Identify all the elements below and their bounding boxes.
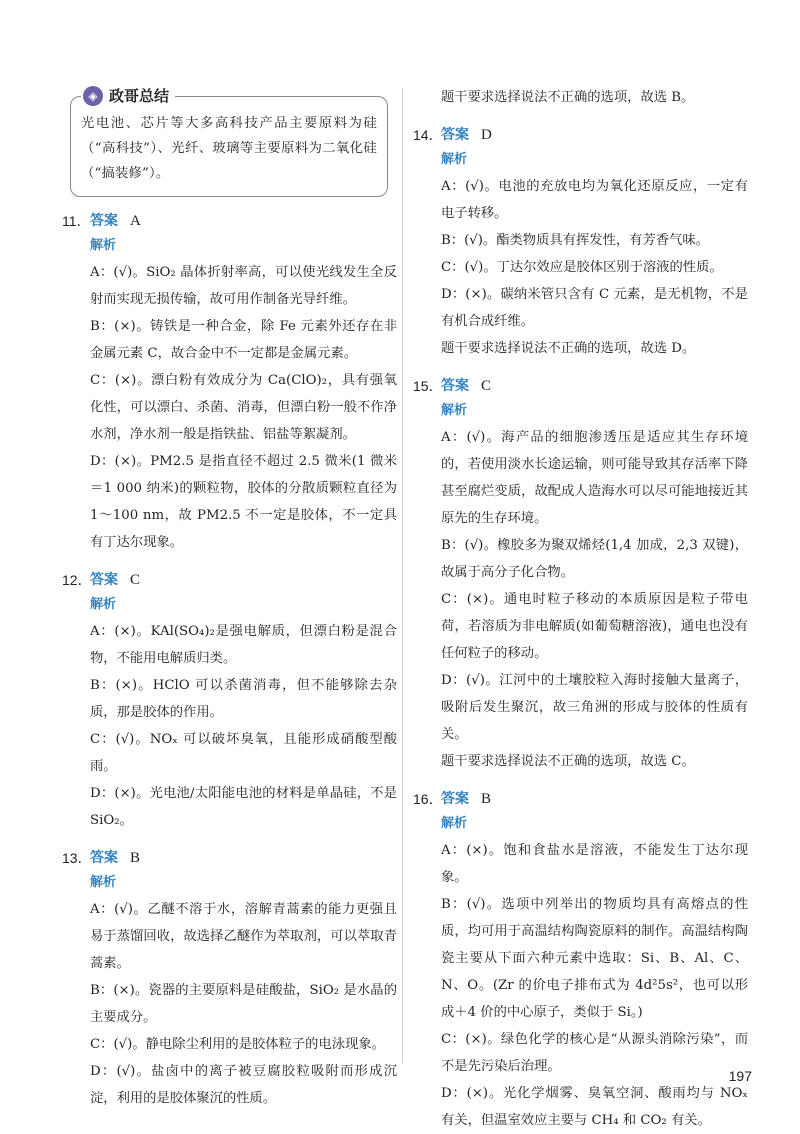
right-column bbox=[413, 84, 748, 1134]
analysis-item: B：(×)。瓷器的主要原料是硅酸盐，SiO₂ 是水晶的主要成分。 bbox=[90, 983, 397, 1025]
carryover-conclusion: 题干要求选择说法不正确的选项，故选 B。 bbox=[441, 90, 695, 105]
analysis-item: A：(√)。电池的充放电均为氧化还原反应，一定有电子转移。 bbox=[441, 179, 748, 221]
question-conclusion: 题干要求选择说法不正确的选项，故选 D。 bbox=[441, 341, 696, 356]
question bbox=[62, 209, 397, 556]
analysis-item: B：(×)。铸铁是一种合金，除 Fe 元素外还存在非金属元素 C，故合金中不一定都是金属元素。 bbox=[90, 319, 397, 361]
question bbox=[413, 374, 748, 775]
question-conclusion: 题干要求选择说法不正确的选项，故选 C。 bbox=[441, 754, 695, 769]
analysis-item: A：(√)。SiO₂ 晶体折射率高，可以使光线发生全反射而实现无损传输，故可用作制备光导纤维。 bbox=[90, 265, 397, 307]
left-question-list bbox=[62, 209, 397, 1112]
summary-badge-icon: ◈ bbox=[83, 86, 103, 106]
analysis-item: D：(×)。PM2.5 是指直径不超过 2.5 微米(1 微米＝1 000 纳米)的颗粒物，胶体的分散质颗粒直径为 1～100 nm，故 PM2.5 不一定是胶体，不一定具有丁达尔现象。 bbox=[90, 454, 397, 550]
question-number: 14． bbox=[413, 127, 443, 143]
answer-letter: C bbox=[481, 378, 492, 394]
analysis-label: 解析 bbox=[90, 238, 117, 253]
question-header bbox=[62, 568, 397, 592]
analysis-item: D：(×)。碳纳米管只含有 C 元素，是无机物，不是有机合成纤维。 bbox=[441, 287, 748, 329]
left-column bbox=[62, 84, 397, 1112]
analysis-item: C：(√)。丁达尔效应是胶体区别于溶液的性质。 bbox=[441, 260, 723, 275]
question-header bbox=[413, 123, 748, 147]
question-number: 13． bbox=[62, 850, 92, 866]
analysis-item: B：(√)。选项中列举出的物质均具有高熔点的性质，均可用于高温结构陶瓷原料的制作。高温结构陶瓷主要从下面六种元素中选取：Si、B、Al、C、N、O。(Zr 的价电子排布式为 4d²5s²，也可以形成＋4 价的中心原子，类似于 Si。) bbox=[441, 897, 748, 1020]
analysis-item: A：(√)。海产品的细胞渗透压是适应其生存环境的，若使用淡水长途运输，则可能导致其存活率下降甚至腐烂变质，故配成人造海水可以尽可能地接近其原先的生存环境。 bbox=[441, 430, 748, 526]
analysis-item: C：(×)。通电时粒子移动的本质原因是粒子带电荷，若溶质为非电解质(如葡萄糖溶液)，通电也没有任何粒子的移动。 bbox=[441, 592, 748, 661]
answer-label: 答案 bbox=[90, 213, 118, 229]
analysis-item: A：(×)。KAl(SO₄)₂是强电解质，但漂白粉是混合物，不能用电解质归类。 bbox=[90, 624, 397, 666]
analysis-item: D：(×)。光电池/太阳能电池的材料是单晶硅，不是 SiO₂。 bbox=[90, 786, 397, 828]
analysis-item: A：(√)。乙醚不溶于水，溶解青蒿素的能力更强且易于蒸馏回收，故选择乙醚作为萃取剂，可以萃取青蒿素。 bbox=[90, 902, 397, 971]
question bbox=[413, 787, 748, 1134]
question-header bbox=[62, 846, 397, 870]
analysis-item: C：(√)。NOₓ 可以破坏臭氧，且能形成硝酸型酸雨。 bbox=[90, 732, 397, 774]
answer-label: 答案 bbox=[90, 850, 118, 866]
question bbox=[413, 123, 748, 362]
answer-label: 答案 bbox=[90, 572, 118, 588]
analysis-item: B：(√)。酯类物质具有挥发性，有芳香气味。 bbox=[441, 233, 709, 248]
summary-title: 政哥总结 bbox=[109, 87, 170, 105]
analysis-label: 解析 bbox=[90, 875, 117, 890]
analysis-label: 解析 bbox=[441, 152, 468, 167]
answer-letter: B bbox=[481, 791, 492, 807]
analysis-label: 解析 bbox=[90, 597, 117, 612]
question bbox=[62, 568, 397, 834]
answer-letter: C bbox=[130, 572, 141, 588]
answer-letter: B bbox=[130, 850, 141, 866]
analysis-item: C：(√)。静电除尘利用的是胶体粒子的电泳现象。 bbox=[90, 1037, 385, 1052]
analysis-label: 解析 bbox=[441, 816, 468, 831]
question-header bbox=[413, 787, 748, 811]
analysis-item: C：(×)。绿色化学的核心是“从源头消除污染”，而不是先污染后治理。 bbox=[441, 1032, 748, 1074]
analysis-label: 解析 bbox=[441, 403, 468, 418]
analysis-item: D：(√)。盐卤中的离子被豆腐胶粒吸附而形成沉淀，利用的是胶体聚沉的性质。 bbox=[90, 1064, 397, 1106]
analysis-item: B：(×)。HClO 可以杀菌消毒，但不能够除去杂质，那是胶体的作用。 bbox=[90, 678, 397, 720]
analysis-item: A：(×)。饱和食盐水是溶液，不能发生丁达尔现象。 bbox=[441, 843, 748, 885]
column-divider bbox=[402, 88, 403, 1063]
analysis-item: B：(√)。橡胶多为聚双烯烃(1,4 加成，2,3 双键)，故属于高分子化合物。 bbox=[441, 538, 748, 580]
question bbox=[62, 846, 397, 1112]
analysis-item: D：(×)。光化学烟雾、臭氧空洞、酸雨均与 NOₓ 有关，但温室效应主要与 CH₄ 和 CO₂ 有关。 bbox=[441, 1086, 748, 1128]
analysis-item: D：(√)。江河中的土壤胶粒入海时接触大量离子，吸附后发生聚沉，故三角洲的形成与胶体的性质有关。 bbox=[441, 673, 748, 742]
answer-letter: A bbox=[130, 213, 141, 229]
question-header bbox=[413, 374, 748, 398]
question-number: 15． bbox=[413, 378, 443, 394]
answer-label: 答案 bbox=[441, 791, 469, 807]
summary-body: 光电池、芯片等大多高科技产品主要原料为硅（“高科技”）、光纤、玻璃等主要原料为二氧化硅（“搞装修”）。 bbox=[81, 116, 377, 181]
analysis-item: C：(×)。漂白粉有效成分为 Ca(ClO)₂，具有强氧化性，可以漂白、杀菌、消毒，但漂白粉一般不作净水剂，净水剂一般是指铁盐、铝盐等絮凝剂。 bbox=[90, 373, 397, 442]
page-number: 197 bbox=[728, 1068, 752, 1084]
question-header bbox=[62, 209, 397, 233]
answer-label: 答案 bbox=[441, 378, 469, 394]
summary-box bbox=[70, 87, 388, 197]
summary-header bbox=[81, 85, 175, 106]
answer-letter: D bbox=[481, 127, 492, 143]
question-number: 11． bbox=[62, 213, 91, 229]
question-number: 16． bbox=[413, 791, 443, 807]
answer-label: 答案 bbox=[441, 127, 469, 143]
question-number: 12． bbox=[62, 572, 92, 588]
